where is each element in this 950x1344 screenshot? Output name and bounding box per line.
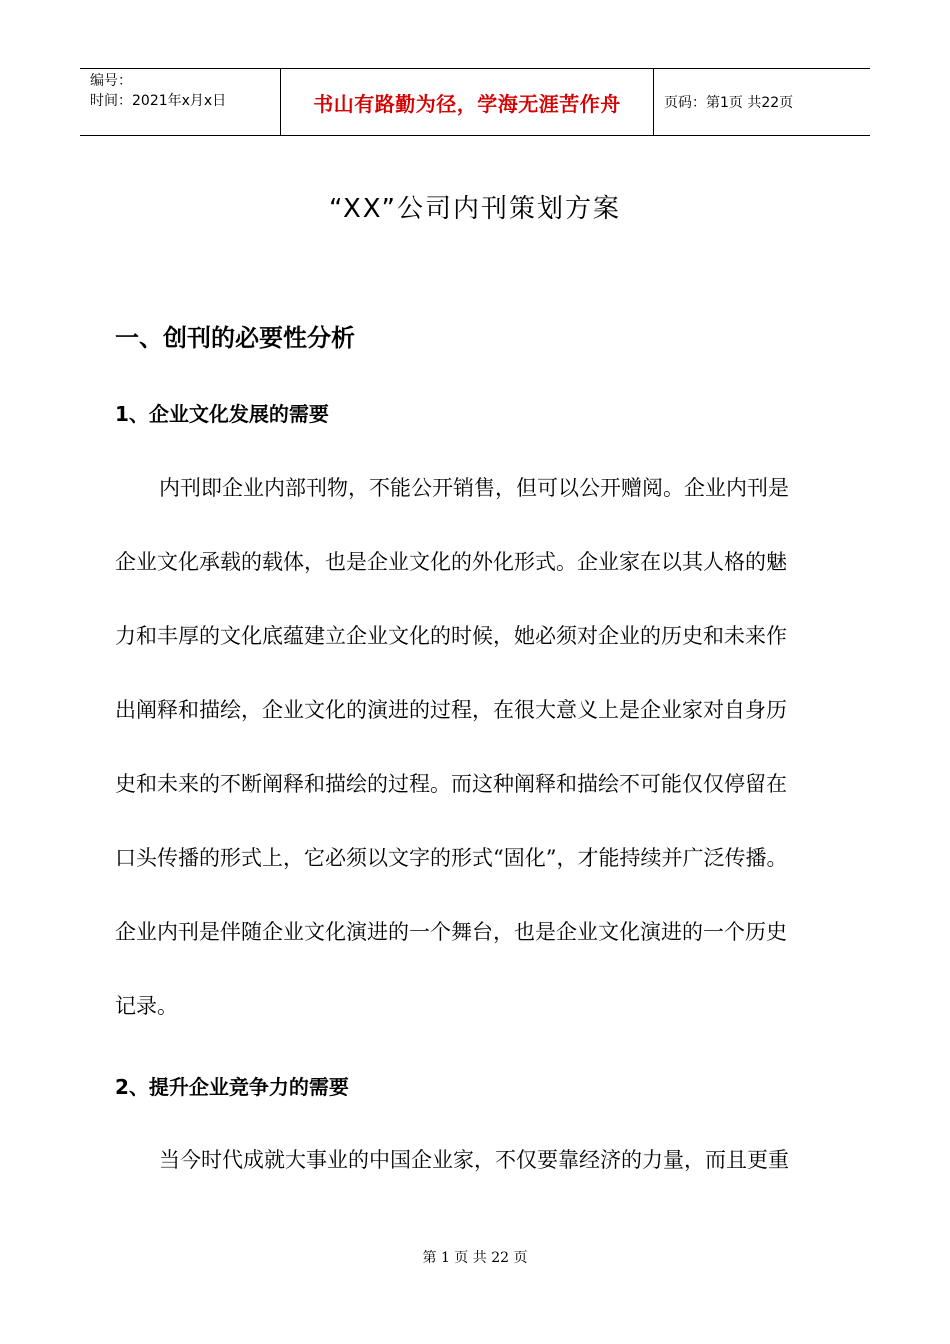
- paragraph-2: [115, 1123, 837, 1197]
- paragraph-line: 史和未来的不断阐释和描绘的过程。而这种阐释和描绘不可能仅仅停留在: [115, 772, 787, 796]
- time-label: 时间：2021年x月x日: [90, 93, 227, 109]
- header-info-cell: [80, 69, 281, 135]
- paragraph-line: 企业内刊是伴随企业文化演进的一个舞台，也是企业文化演进的一个历史: [115, 920, 787, 944]
- paragraph-1: [115, 451, 837, 1043]
- header-motto: 书山有路勤为径，学海无涯苦作舟: [281, 69, 654, 135]
- paragraph-line: 企业文化承载的载体，也是企业文化的外化形式。企业家在以其人格的魅: [115, 550, 787, 574]
- paragraph-line: 出阐释和描绘，企业文化的演进的过程，在很大意义上是企业家对自身历: [115, 698, 787, 722]
- paragraph-line: 口头传播的形式上，它必须以文字的形式“固化”，才能持续并广泛传播。: [115, 846, 788, 870]
- paragraph-line: 内刊即企业内部刊物，不能公开销售，但可以公开赠阅。企业内刊是: [159, 476, 789, 500]
- subsection-heading-1: 1、企业文化发展的需要: [115, 402, 329, 426]
- page-header: [80, 68, 870, 136]
- page-footer: 第 1 页 共 22 页: [422, 1250, 528, 1266]
- subsection-heading-2: 2、提升企业竞争力的需要: [115, 1075, 349, 1099]
- paragraph-line: 当今时代成就大事业的中国企业家，不仅要靠经济的力量，而且更重: [159, 1148, 789, 1172]
- header-page-label: 页码：第1页 共22页: [664, 95, 794, 111]
- section-heading-1: 一、创刊的必要性分析: [115, 324, 355, 352]
- number-label: 编号：: [90, 73, 132, 89]
- paragraph-line: 记录。: [115, 994, 178, 1018]
- paragraph-line: 力和丰厚的文化底蕴建立企业文化的时候，她必须对企业的历史和未来作: [115, 624, 787, 648]
- document-title: “XX”公司内刊策划方案: [329, 194, 621, 224]
